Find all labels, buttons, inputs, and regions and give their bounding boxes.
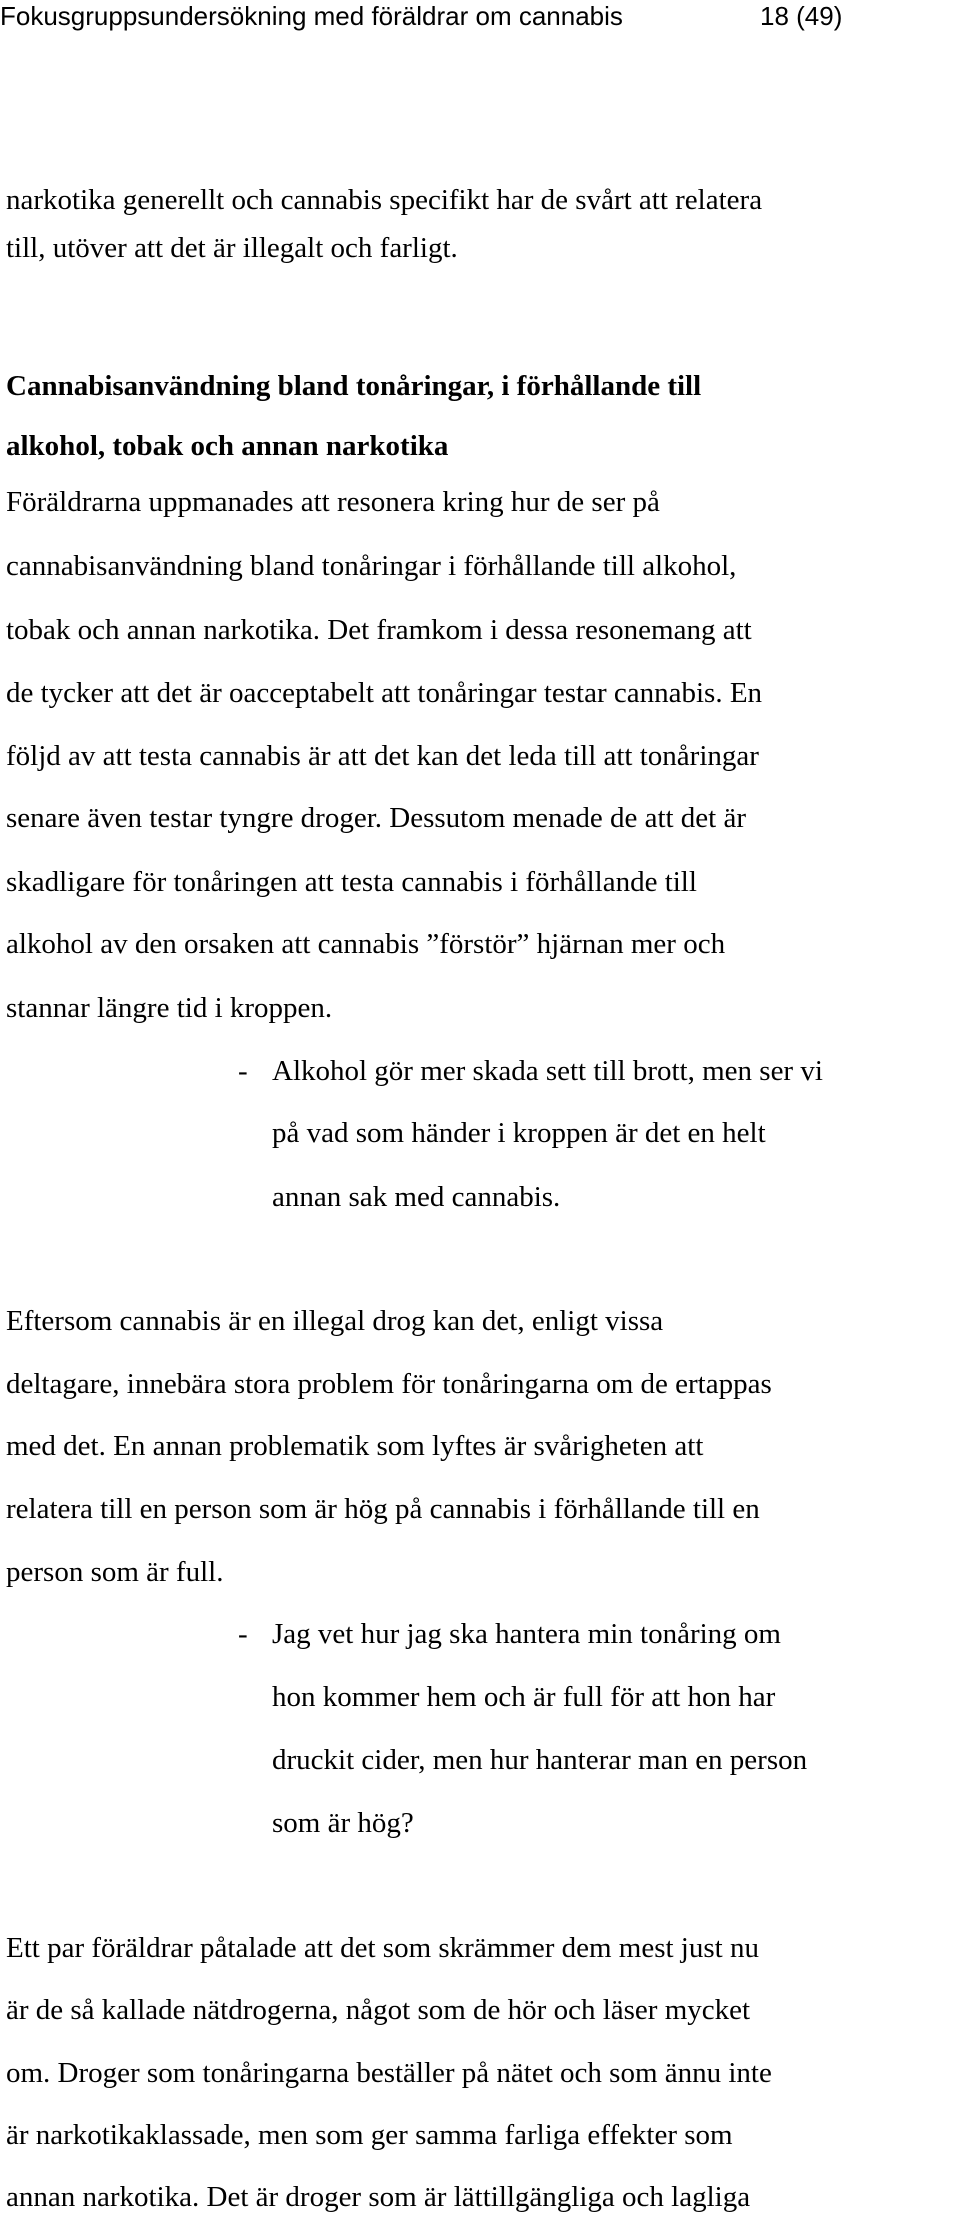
paragraph-line: de tycker att det är oacceptabelt att tonåringar testar cannabis. En bbox=[6, 677, 763, 709]
paragraph-line: om. Droger som tonåringarna beställer på nätet och som ännu inte bbox=[6, 2057, 772, 2089]
section-heading: Cannabisanvändning bland tonåringar, i förhållande till bbox=[6, 370, 702, 402]
paragraph-line: Ett par föräldrar påtalade att det som skrämmer dem mest just nu bbox=[6, 1932, 759, 1964]
intro-line: till, utöver att det är illegalt och farligt. bbox=[6, 232, 458, 264]
quote-dash: - bbox=[238, 1055, 248, 1087]
paragraph-line: är narkotikaklassade, men som ger samma farliga effekter som bbox=[6, 2119, 733, 2151]
paragraph-line: cannabisanvändning bland tonåringar i förhållande till alkohol, bbox=[6, 550, 737, 582]
quote-line: druckit cider, men hur hanterar man en person bbox=[272, 1744, 808, 1776]
paragraph-line: deltagare, innebära stora problem för tonåringarna om de ertappas bbox=[6, 1368, 772, 1400]
paragraph-line: tobak och annan narkotika. Det framkom i dessa resonemang att bbox=[6, 614, 752, 646]
paragraph-line: Eftersom cannabis är en illegal drog kan det, enligt vissa bbox=[6, 1305, 664, 1337]
page-number: 18 (49) bbox=[760, 1, 843, 31]
document-title: Fokusgruppsundersökning med föräldrar om cannabis bbox=[0, 1, 623, 31]
paragraph-line: senare även testar tyngre droger. Dessutom menade de att det är bbox=[6, 802, 747, 834]
paragraph-line: person som är full. bbox=[6, 1556, 224, 1588]
section-heading: alkohol, tobak och annan narkotika bbox=[6, 430, 449, 462]
paragraph-line: annan narkotika. Det är droger som är lättillgängliga och lagliga bbox=[6, 2181, 751, 2213]
paragraph-line: Föräldrarna uppmanades att resonera kring hur de ser på bbox=[6, 486, 660, 518]
paragraph-line: med det. En annan problematik som lyftes är svårigheten att bbox=[6, 1430, 704, 1462]
paragraph-line: relatera till en person som är hög på cannabis i förhållande till en bbox=[6, 1493, 760, 1525]
paragraph-line: skadligare för tonåringen att testa cannabis i förhållande till bbox=[6, 866, 697, 898]
quote-line: Alkohol gör mer skada sett till brott, men ser vi bbox=[272, 1055, 823, 1087]
paragraph-line: följd av att testa cannabis är att det kan det leda till att tonåringar bbox=[6, 740, 759, 772]
quote-line: på vad som händer i kroppen är det en helt bbox=[272, 1117, 766, 1149]
quote-dash: - bbox=[238, 1618, 248, 1650]
quote-line: som är hög? bbox=[272, 1807, 414, 1839]
paragraph-line: alkohol av den orsaken att cannabis ”förstör” hjärnan mer och bbox=[6, 928, 726, 960]
quote-line: Jag vet hur jag ska hantera min tonåring om bbox=[272, 1618, 781, 1650]
intro-line: narkotika generellt och cannabis specifikt har de svårt att relatera bbox=[6, 184, 763, 216]
paragraph-line: är de så kallade nätdrogerna, något som de hör och läser mycket bbox=[6, 1994, 751, 2026]
paragraph-line: stannar längre tid i kroppen. bbox=[6, 992, 333, 1024]
page-header bbox=[0, 0, 960, 40]
quote-line: annan sak med cannabis. bbox=[272, 1181, 561, 1213]
quote-line: hon kommer hem och är full för att hon har bbox=[272, 1681, 776, 1713]
